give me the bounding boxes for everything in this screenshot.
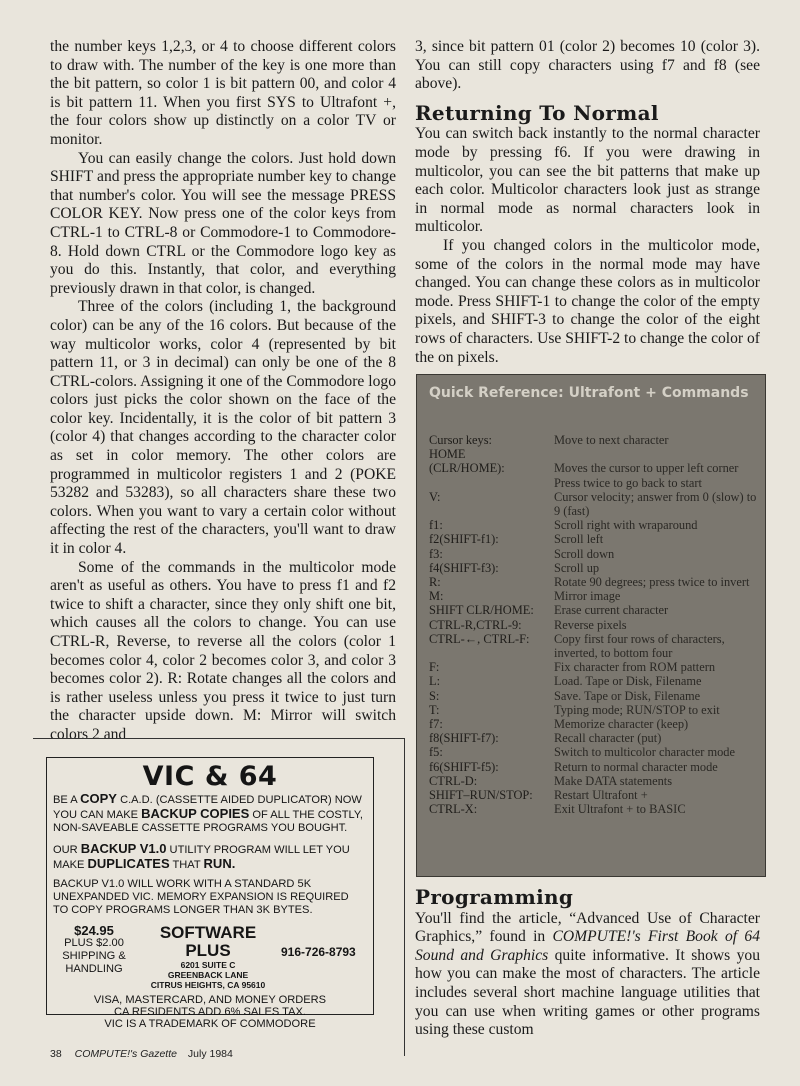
command-key: CTRL-X: (429, 802, 478, 817)
left-column (50, 38, 396, 745)
ad-line: TO COPY PROGRAMS LONGER THAN 3K BYTES. (53, 904, 313, 917)
command-description: Moves the cursor to upper left corner (554, 461, 739, 476)
ad-price-block: $24.95 PLUS $2.00 SHIPPING & HANDLING (53, 924, 135, 976)
paragraph: 3, since bit pattern 01 (color 2) becomes 10 (color 3). You can still copy characters using f7 and f8 (see above). (415, 38, 760, 93)
quick-reference-row (429, 618, 759, 632)
ad-line: YOU CAN MAKE BACKUP COPIES OF ALL THE COSTLY, (53, 806, 363, 822)
quick-reference-row (429, 717, 759, 731)
quick-reference-row (429, 561, 759, 575)
quick-reference-row (429, 745, 759, 759)
command-description: Erase current character (554, 603, 669, 618)
command-description: Scroll right with wraparound (554, 518, 698, 533)
command-key: R: (429, 575, 441, 590)
ad-phone: 916-726-8793 (281, 944, 356, 959)
quick-reference-row (429, 547, 759, 561)
command-description (554, 447, 759, 461)
section-heading: Programming (415, 885, 574, 909)
quick-reference-row (429, 788, 759, 802)
quick-reference-row (429, 447, 759, 461)
issue-date: July 1984 (187, 1048, 233, 1060)
command-key: f6(SHIFT-f5): (429, 759, 499, 774)
ad-company-name: SOFTWARE PLUS (159, 922, 257, 960)
command-key: (CLR/HOME): (429, 461, 505, 476)
quick-reference-row (429, 660, 759, 674)
right-column-top (415, 38, 760, 367)
page-footer (50, 1048, 243, 1060)
ad-line: BE A COPY C.A.D. (CASSETTE AIDED DUPLICATOR) NOW (53, 791, 362, 806)
quick-reference-row (429, 632, 759, 660)
ad-company-block: SOFTWARE PLUS 6201 SUITE C GREENBACK LANE CITRUS HEIGHTS, CA 95610 (135, 924, 281, 990)
command-description: Load. Tape or Disk, Filename (554, 674, 702, 689)
quick-reference-row (429, 603, 759, 617)
command-key: HOME (429, 447, 466, 462)
ad-line: MAKE DUPLICATES THAT RUN. (53, 855, 236, 871)
command-key: f7: (429, 717, 443, 732)
quick-reference-row (429, 490, 759, 518)
command-key: F: (429, 660, 440, 675)
paragraph: If you changed colors in the multicolor mode, some of the colors in the normal mode may have changed. You can change these colors as in multicolor mode. Press SHIFT-1 to change the color of the empty pixels, and SHIFT-3 to change the color of the eight rows of characters. Use SHIFT-2 to change the color of the on pixels. (415, 236, 760, 366)
ad-frame-rule (33, 738, 405, 739)
quick-reference-table (429, 433, 759, 816)
paragraph: You can switch back instantly to the normal character mode by pressing f6. If you were drawing in multicolor, you can see the bit patterns that make up each color. Multicolor characters look just as strange in normal mode as normal characters look in multicolor. (415, 125, 760, 236)
command-description: Reverse pixels (554, 617, 627, 632)
ad-frame-rule (404, 738, 405, 1056)
command-key: T: (429, 702, 440, 717)
quick-reference-row (429, 703, 759, 717)
paragraph: You can easily change the colors. Just hold down SHIFT and press the appropriate number key to change that number's color. You will see the message PRESS COLOR KEY. Now press one of the color keys from CTRL-1 to CTRL-8 or Commodore-1 to Commodore-8. Hold down CTRL or the Commodore logo key as you do this. Instantly, that color, and everything previously drawn in that color, is changed. (50, 149, 396, 297)
command-key (429, 476, 554, 490)
quick-reference-row (429, 575, 759, 589)
command-description: Switch to multicolor character mode (554, 745, 735, 760)
right-column-bottom (415, 885, 760, 1040)
command-description: Scroll left (554, 532, 604, 547)
command-key: f5: (429, 745, 443, 760)
command-description: Fix character from ROM pattern (554, 660, 716, 675)
command-description: Press twice to go back to start (554, 475, 702, 490)
command-key: SHIFT–RUN/STOP: (429, 788, 533, 803)
magazine-name: COMPUTE!'s Gazette (74, 1048, 177, 1060)
quick-reference-row (429, 731, 759, 745)
quick-reference-row (429, 461, 759, 475)
command-key: CTRL-R,CTRL-9: (429, 617, 522, 632)
command-description: Return to normal character mode (554, 759, 718, 774)
command-description: Cursor velocity; answer from 0 (slow) to 9 (fast) (554, 489, 757, 519)
quick-reference-row (429, 476, 759, 490)
command-description: Exit Ultrafont + to BASIC (554, 802, 686, 817)
command-key: S: (429, 688, 440, 703)
paragraph: Three of the colors (including 1, the background color) can be any of the 16 colors. But because of the way multicolor works, color 4 (represented by bit pattern 11, or 3 in decimal) can only be one of the 8 CTRL-colors. Assigning it one of the Commodore logo colors just picks the color shown on the face of the color key. Incidentally, it is the color of bit pattern 3 (color 4) that changes according to the character color as set in color memory. The other colors are programmed in multicolor registers 1 and 2 (POKE 53282 and 53283), so all characters share these two colors. When you want to vary a certain color without affecting the rest of the characters, you'll want to draw it in color 4. (50, 298, 396, 558)
ad-price: $24.95 (74, 922, 114, 938)
command-key: f1: (429, 518, 443, 533)
command-key: CTRL-←, CTRL-F: (429, 631, 530, 646)
ad-line: OUR BACKUP V1.0 UTILITY PROGRAM WILL LET YOU (53, 840, 350, 856)
quick-reference-row (429, 774, 759, 788)
command-description: Typing mode; RUN/STOP to exit (554, 702, 720, 717)
quick-reference-box (416, 374, 766, 877)
quick-reference-row (429, 532, 759, 546)
ad-line: BACKUP V1.0 WILL WORK WITH A STANDARD 5K (53, 878, 312, 891)
command-description: Copy first four rows of characters, inverted, to bottom four (554, 631, 725, 661)
command-key: L: (429, 674, 441, 689)
page-number: 38 (50, 1048, 62, 1060)
command-description: Mirror image (554, 589, 621, 604)
command-key: V: (429, 489, 441, 504)
command-description: Scroll up (554, 560, 600, 575)
quick-reference-row (429, 589, 759, 603)
command-key: Cursor keys: (429, 433, 492, 447)
command-key: CTRL-D: (429, 773, 478, 788)
quick-reference-row (429, 674, 759, 688)
command-description: Scroll down (554, 546, 615, 561)
paragraph: You'll find the article, “Advanced Use of Character Graphics,” found in COMPUTE!'s First Book of 64 Sound and Graphics quite informative. It shows you how you can make the most of characters. The article includes several short machine language utilities that you can use when writing games or other programs using these custom (415, 909, 760, 1039)
command-key: f3: (429, 546, 443, 561)
quick-reference-row (429, 802, 759, 816)
command-key: M: (429, 589, 444, 604)
quick-reference-row (429, 689, 759, 703)
quick-reference-row (429, 518, 759, 532)
ad-line: UNEXPANDED VIC. MEMORY EXPANSION IS REQUIRED (53, 891, 349, 904)
ad-footnote: VISA, MASTERCARD, AND MONEY ORDERS CA RESIDENTS ADD 6% SALES TAX. VIC IS A TRADEMARK OF COMMODORE (93, 993, 327, 1030)
command-description: Save. Tape or Disk, Filename (554, 688, 701, 703)
command-description: Make DATA statements (554, 773, 673, 788)
command-description: Restart Ultrafont + (554, 788, 648, 803)
paragraph: the number keys 1,2,3, or 4 to choose different colors to draw with. The number of the key is one more than the bit pattern, so color 1 is bit pattern 00, and color 4 is bit pattern 11. When you first SYS to Ultrafont +, the four colors show up distinctly on a color TV or monitor. (50, 38, 396, 148)
command-key: f4(SHIFT-f3): (429, 560, 499, 575)
quick-reference-row (429, 760, 759, 774)
command-description: Memorize character (keep) (554, 717, 689, 732)
command-key: f2(SHIFT-f1): (429, 532, 499, 547)
command-key: f8(SHIFT-f7): (429, 731, 499, 746)
command-description: Move to next character (554, 433, 669, 447)
section-heading: Returning To Normal (415, 100, 659, 125)
command-description: Rotate 90 degrees; press twice to invert (554, 575, 750, 590)
command-description: Recall character (put) (554, 731, 662, 746)
advertisement (46, 757, 374, 1030)
quick-reference-title: Quick Reference: Ultrafont + Commands (429, 385, 749, 401)
paragraph: Some of the commands in the multicolor mode aren't as useful as others. You have to press f1 and f2 twice to shift a character, since they only shift one bit, which causes all the colors to change. You can use CTRL-R, Reverse, to reverse all the colors (color 1 becomes color 4, color 2 becomes color 3, and color 3 becomes color 2). R: Rotate changes all the colors and is rather useless unless you press it twice to just turn the character upside down. M: Mirror will switch colors 2 and (50, 558, 396, 743)
ad-line: NON-SAVEABLE CASSETTE PROGRAMS YOU BOUGHT. (53, 822, 348, 835)
ad-title: VIC & 64 (142, 761, 278, 792)
command-key: SHIFT CLR/HOME: (429, 603, 534, 618)
quick-reference-row (429, 433, 759, 447)
